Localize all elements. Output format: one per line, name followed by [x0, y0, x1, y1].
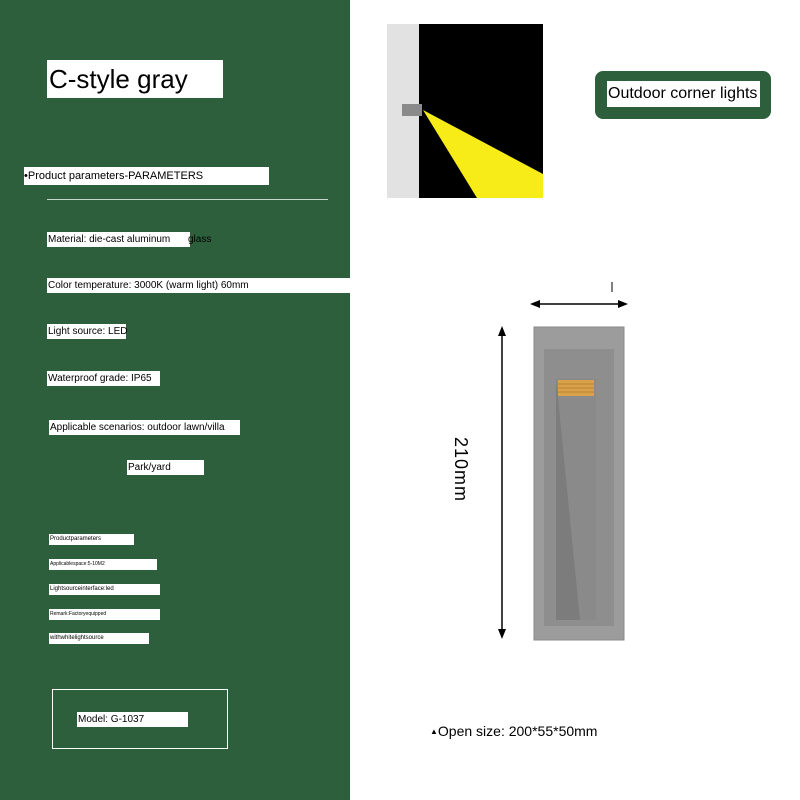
- waterproof-grade-label: Waterproof grade: IP65: [47, 371, 160, 386]
- small-applicable-space: Applicablespace:5-10M2: [49, 559, 157, 570]
- width-arrow-left: [530, 300, 540, 308]
- height-arrow-top: [498, 326, 506, 336]
- triangle-icon: ▲: [430, 727, 438, 736]
- material-label: Material: die-cast aluminum: [47, 232, 190, 247]
- divider-line: [47, 199, 328, 200]
- model-label: Model: G-1037: [77, 712, 188, 727]
- left-green-panel: [0, 0, 350, 800]
- bullet-icon: •: [24, 170, 28, 182]
- applicable-scenarios-continued: Park/yard: [127, 460, 204, 475]
- open-size-text: Open size: 200*55*50mm: [437, 723, 598, 739]
- light-beam-illustration: [387, 24, 543, 198]
- product-diagram: [470, 270, 640, 650]
- color-temperature-label: Color temperature: 3000K (warm light) 60mm: [47, 278, 351, 293]
- light-source-label: Light source: LED: [48, 326, 128, 337]
- corner-lights-badge: [595, 71, 771, 119]
- height-arrow-bottom: [498, 629, 506, 639]
- corner-lights-text: Outdoor corner lights: [607, 81, 760, 107]
- parameters-heading: [24, 167, 269, 185]
- product-title: C-style gray: [47, 60, 223, 98]
- applicable-scenarios-label: Applicable scenarios: outdoor lawn/villa: [49, 420, 240, 435]
- width-arrow-right: [618, 300, 628, 308]
- material-extra: glass: [188, 234, 212, 245]
- small-remark: Remark:Factoryequipped: [49, 609, 160, 620]
- lamp-fixture-side: [402, 104, 422, 116]
- small-white-light-source: withwhitelightsource: [49, 633, 149, 644]
- height-dimension-label: 210mm: [451, 437, 471, 503]
- open-size-label: [430, 723, 597, 739]
- small-product-parameters: Productparameters: [49, 534, 134, 545]
- small-light-source-interface: Lightsourceinterface:led: [49, 584, 160, 595]
- parameters-heading-text: Product parameters-PARAMETERS: [27, 170, 204, 182]
